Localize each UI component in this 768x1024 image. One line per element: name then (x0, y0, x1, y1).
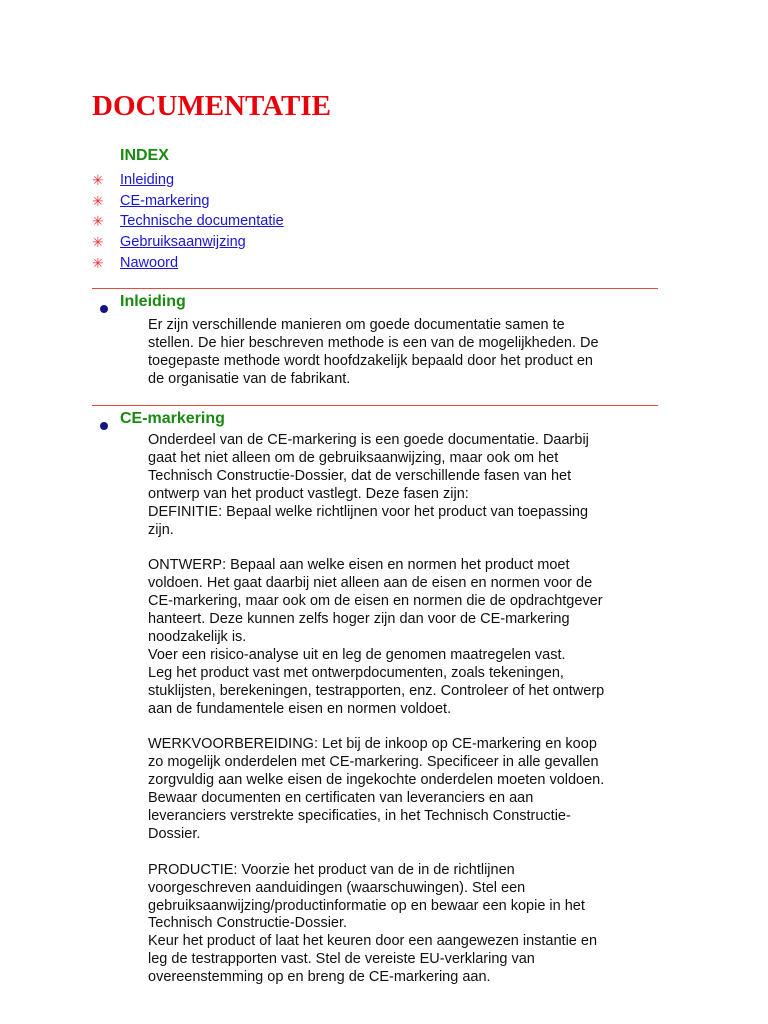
section-text-inleiding: Er zijn verschillende manieren om goede documentatie samen te stellen. De hier beschreven methode is een van de mogelijkheden. De toegepaste methode wordt hoofdzakelijk bepaald door het product en de organisatie van de fabrikant. (148, 317, 599, 387)
index-item-technische-documentatie (92, 211, 284, 232)
index-link-technische-documentatie[interactable]: Technische documentatie (120, 213, 284, 230)
asterisk-bullet-icon: ✳ (92, 172, 104, 189)
index-link-nawoord[interactable]: Nawoord (120, 254, 179, 271)
asterisk-bullet-icon: ✳ (92, 254, 104, 271)
index-link-ce-markering[interactable]: CE-markering (120, 192, 210, 209)
index-item-gebruiksaanwijzing (92, 232, 284, 253)
section-heading-inleiding: Inleiding (120, 293, 186, 310)
index-link-gebruiksaanwijzing[interactable]: Gebruiksaanwijzing (120, 234, 246, 251)
section-heading-ce-markering: CE-markering (120, 410, 225, 427)
page-title: DOCUMENTATIE (92, 90, 331, 122)
index-item-nawoord (92, 252, 284, 273)
section-divider (92, 405, 658, 406)
asterisk-bullet-icon: ✳ (92, 213, 104, 230)
section-bullet-icon (100, 422, 108, 430)
section-bullet-icon (100, 305, 108, 313)
asterisk-bullet-icon: ✳ (92, 234, 104, 251)
index-link-inleiding[interactable]: Inleiding (120, 172, 175, 189)
index-item-inleiding (92, 170, 284, 191)
section-divider (92, 288, 658, 289)
index-heading: INDEX (120, 147, 169, 164)
section-text-ce-markering: Onderdeel van de CE-markering is een goede documentatie. Daarbij gaat het niet alleen om de gebruiksaanwijzing, maar ook om het Technisch Constructie-Dossier, dat de verschillende fasen van het ontwerp van het product vastlegt. Deze fasen zijn: DEFINITIE: Bepaal welke richtlijnen voor het product van toepassing zijn. ONTWERP: Bepaal aan welke eisen en normen het product moet voldoen. Het gaat daarbij niet alleen aan de eisen en normen voor de CE-markering, maar ook om de eisen en normen die de opdrachtgever hanteert. Deze kunnen zelfs hoger zijn dan voor de CE-markering noodzakelijk is. Voer een risico-analyse uit en leg de genomen maatregelen vast. Leg het product vast met ontwerpdocumenten, zoals tekeningen, stuklijsten, berekeningen, testrapporten, enz. Controleer of het ontwerp aan de fundamentele eisen en normen voldoet. WERKVOORBEREIDING: Let bij de inkoop op CE-markering en koop zo mogelijk onderdelen met CE-markering. Specificeer in alle gevallen zorgvuldig aan welke eisen de ingekochte onderdelen moeten voldoen. Bewaar documenten en certificaten van leveranciers en aan leveranciers verstrekte specificaties, in het Technisch Constructie- Dossier. PRODUCTIE: Voorzie het product van de in de richtlijnen voorgeschreven aanduidingen (waarschuwingen). Stel een gebruiksaanwijzing/productinformatie op en bewaar een kopie in het Technisch Constructie-Dossier. Keur het product of laat het keuren door een aangewezen instantie en leg de testrapporten vast. Stel de vereiste EU-verklaring van overeenstemming op en breng de CE-markering aan. (148, 432, 605, 986)
index-item-ce-markering (92, 191, 284, 212)
asterisk-bullet-icon: ✳ (92, 192, 104, 209)
index-list (92, 170, 284, 273)
